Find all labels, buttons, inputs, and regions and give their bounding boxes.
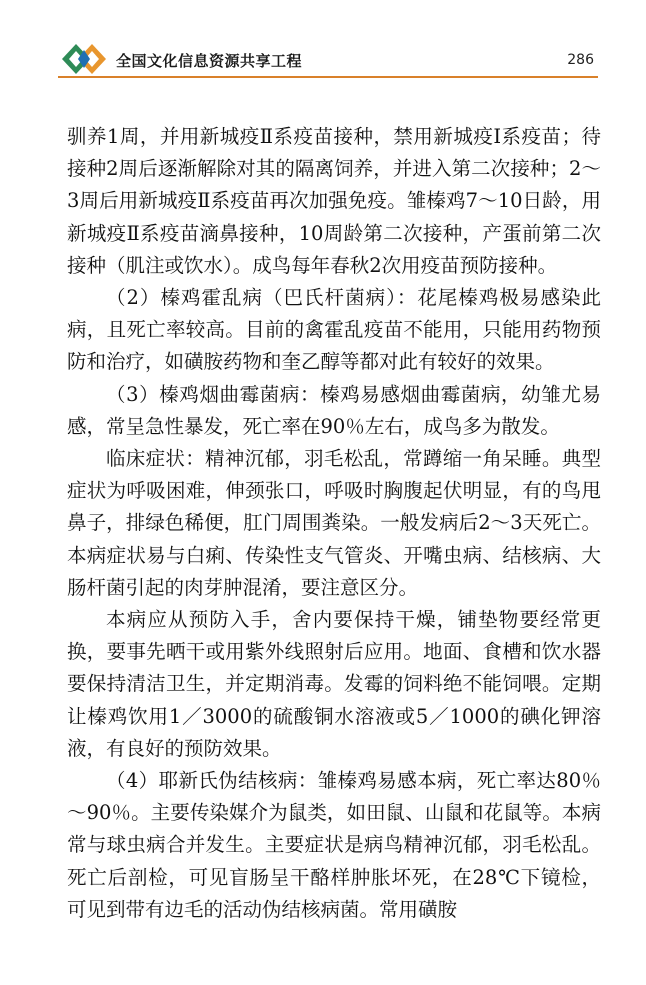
paragraph-prevention: 本病应从预防入手，舍内要保持干燥，铺垫物要经常更换，要事先晒干或用紫外线照射后应用。地面、食槽和饮水器要保持清洁卫生，并定期消毒。发霉的饲料绝不能饲喂。定期让榛鸡饮用1／3000的硫酸铜水溶液或5／1000的碘化钾溶液，有良好的预防效果。 [67,608,601,760]
paragraph-continued: 驯养1周，并用新城疫Ⅱ系疫苗接种，禁用新城疫Ⅰ系疫苗；待接种2周后逐渐解除对其的隔离饲养，并进入第二次接种；2～3周后用新城疫Ⅱ系疫苗再次加强免疫。雏榛鸡7～10日龄，用新城疫Ⅱ系疫苗滴鼻接种，10周龄第二次接种，产蛋前第二次接种（肌注或饮水）。成鸟每年春秋2次用疫苗预防接种。 [67,125,601,277]
body-text [67,121,601,926]
page-header [58,40,598,80]
diamond-logo-icon [62,40,112,78]
paragraph-aspergillosis: （3）榛鸡烟曲霉菌病：榛鸡易感烟曲霉菌病，幼雏尤易感，常呈急性暴发，死亡率在90％左右，成鸟多为散发。 [67,382,601,438]
paragraph-pseudotuberculosis: （4）耶新氏伪结核病：雏榛鸡易感本病，死亡率达80％～90％。主要传染媒介为鼠类，如田鼠、山鼠和花鼠等。本病常与球虫病合并发生。主要症状是病鸟精神沉郁，羽毛松乱。死亡后剖检，可见盲肠呈干酪样肿胀坏死，在28℃下镜检，可见到带有边毛的活动伪结核病菌。常用磺胺 [67,769,601,921]
paragraph-fowl-cholera: （2）榛鸡霍乱病（巴氏杆菌病）：花尾榛鸡极易感染此病，且死亡率较高。目前的禽霍乱疫苗不能用，只能用药物预防和治疗，如磺胺药物和奎乙醇等都对此有较好的效果。 [67,286,601,374]
paragraph-clinical-symptoms: 临床症状：精神沉郁，羽毛松乱，常蹲缩一角呆睡。典型症状为呼吸困难，伸颈张口，呼吸时胸腹起伏明显，有的鸟甩鼻子，排绿色稀便，肛门周围粪染。一般发病后2～3天死亡。本病症状易与白痢、传染性支气管炎、开嘴虫病、结核病、大肠杆菌引起的肉芽肿混淆，要注意区分。 [67,447,601,599]
header-title: 全国文化信息资源共享工程 [116,52,303,70]
header-divider [58,76,598,78]
page-number: 286 [567,52,594,68]
